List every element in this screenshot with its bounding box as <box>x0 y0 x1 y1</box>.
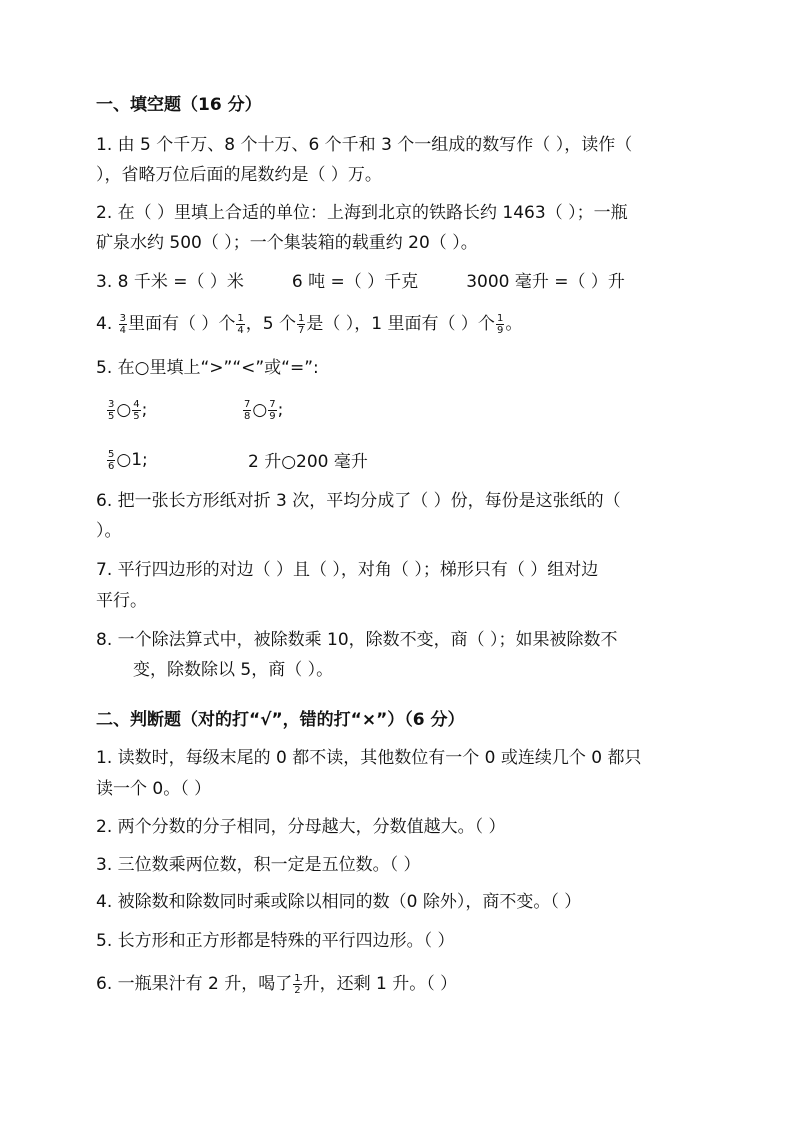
fraction: $\frac{5}{6}$ <box>108 448 115 472</box>
j4-line: 4. 被除数和除数同时乘或除以相同的数（0 除外），商不变。（ ） <box>96 892 582 912</box>
q6-line2: ）。 <box>96 521 122 541</box>
q3-part2: 6 吨 =（ ）千克 <box>291 272 419 292</box>
j6-post: 升，还剩 1 升。（ ） <box>302 974 458 994</box>
fraction: $\frac{3}{5}$ <box>108 398 115 422</box>
q5-item-c <box>106 448 148 472</box>
q4-prefix: 4. <box>96 314 113 334</box>
q4-text2: ，5 个 <box>245 314 297 334</box>
j6-pre: 6. 一瓶果汁有 2 升，喝了 <box>96 974 293 994</box>
compare-circle: ○ <box>116 400 132 420</box>
q5-item-a <box>106 398 147 422</box>
q3-line <box>96 270 625 294</box>
fraction: $\frac{4}{5}$ <box>133 398 140 422</box>
section1-title: 一、填空题（16 分） <box>96 95 262 115</box>
q3-part3: 3000 毫升 =（ ）升 <box>466 272 625 292</box>
fraction: $\frac{3}{4}$ <box>119 312 127 336</box>
compare-circle: ○ <box>252 400 268 420</box>
j1-line2: 读一个 0。（ ） <box>96 779 212 799</box>
fraction: $\frac{1}{9}$ <box>496 312 504 336</box>
semicolon: ; <box>277 400 284 420</box>
fraction: $\frac{1}{7}$ <box>298 312 305 336</box>
q5-item-d: 2 升○200 毫升 <box>248 452 368 472</box>
q3-part1: 3. 8 千米 =（ ）米 <box>96 272 244 292</box>
semicolon: ; <box>141 400 148 420</box>
j3-line: 3. 三位数乘两位数，积一定是五位数。（ ） <box>96 855 421 875</box>
q2-line1: 2. 在（ ）里填上合适的单位：上海到北京的铁路长约 1463（ ）；一瓶 <box>96 203 628 223</box>
q5-item-b <box>242 398 283 422</box>
q8-line2: 变，除数除以 5，商（ ）。 <box>133 660 334 680</box>
q5-line: 5. 在○里填上“>”“<”或“=”: <box>96 358 319 378</box>
q6-line1: 6. 把一张长方形纸对折 3 次，平均分成了（ ）份，每份是这张纸的（ <box>96 491 621 511</box>
fraction: $\frac{1}{2}$ <box>294 972 301 996</box>
q5-c-tail: ○1; <box>116 450 148 470</box>
fraction: $\frac{7}{8}$ <box>244 398 251 422</box>
q4-line <box>96 312 522 336</box>
section2-title: 二、判断题（对的打“√”，错的打“×”）（6 分） <box>96 710 465 730</box>
q7-line2: 平行。 <box>96 591 147 611</box>
j5-line: 5. 长方形和正方形都是特殊的平行四边形。（ ） <box>96 931 455 951</box>
q4-text1: 里面有（ ）个 <box>128 314 236 334</box>
fraction: $\frac{1}{4}$ <box>237 312 244 336</box>
q1-line1: 1. 由 5 个千万、8 个十万、6 个千和 3 个一组成的数写作（ ），读作（ <box>96 135 633 155</box>
q2-line2: 矿泉水约 500（ ）；一个集装箱的载重约 20（ ）。 <box>96 233 478 253</box>
q8-line1: 8. 一个除法算式中，被除数乘 10，除数不变，商（ ）；如果被除数不 <box>96 630 618 650</box>
j6-line <box>96 972 457 996</box>
q4-text3: 是（ ），1 里面有（ ）个 <box>306 314 495 334</box>
j2-line: 2. 两个分数的分子相同，分母越大，分数值越大。（ ） <box>96 817 506 837</box>
fraction: $\frac{7}{9}$ <box>269 398 276 422</box>
q4-text4: 。 <box>505 314 523 334</box>
q7-line1: 7. 平行四边形的对边（ ）且（ ），对角（ ）；梯形只有（ ）组对边 <box>96 560 599 580</box>
j1-line1: 1. 读数时，每级末尾的 0 都不读，其他数位有一个 0 或连续几个 0 都只 <box>96 748 642 768</box>
q1-line2: ），省略万位后面的尾数约是（ ）万。 <box>96 165 382 185</box>
